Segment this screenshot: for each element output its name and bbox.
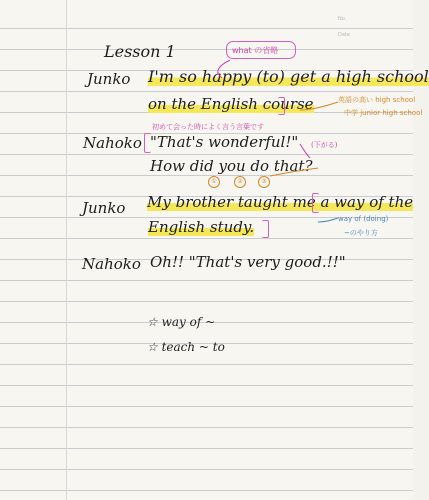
dialogue-4-line-1: Oh!! "That's very good.!!" xyxy=(150,253,346,271)
tone-note: (下がる) xyxy=(311,141,338,149)
way-arrow xyxy=(318,218,338,222)
question-arrow xyxy=(270,168,318,176)
lesson-title: Lesson 1 xyxy=(104,42,176,61)
circled-number-1: ① xyxy=(208,176,220,188)
speaker-junko-1: Junko xyxy=(87,70,131,88)
dialogue-3-line-2-text: English study. xyxy=(148,218,255,236)
way-note-2: ~のやり方 xyxy=(344,229,378,237)
circled-number-3: ③ xyxy=(258,176,270,188)
what-note: what の省略 xyxy=(232,46,279,55)
circled-number-2: ② xyxy=(234,176,246,188)
vocab-item-2-text: teach ~ to xyxy=(161,340,225,354)
vocab-item-1-text: way of ~ xyxy=(161,315,216,329)
star-icon: ☆ xyxy=(147,315,158,329)
dialogue-1-line-1-text: I'm so happy (to) get a high school xyxy=(148,67,429,86)
speaker-nahoko-2: Nahoko xyxy=(82,255,141,273)
what-arrow xyxy=(218,60,230,78)
way-note-1: way of (doing) xyxy=(338,215,389,223)
header-date-label: Date xyxy=(338,32,350,38)
speaker-nahoko-1: Nahoko xyxy=(83,134,142,152)
speaker-junko-2: Junko xyxy=(82,199,126,217)
tone-arrow xyxy=(300,144,310,158)
first-time-note: 初めて会った時によく言う言葉です xyxy=(152,123,264,131)
dialogue-1-line-2-text: on the English course xyxy=(148,95,314,113)
english-arrow xyxy=(300,102,338,110)
dialogue-2-line-2: How did you do that? xyxy=(150,157,313,175)
dialogue-2-line-1: "That's wonderful!" xyxy=(150,133,299,151)
star-icon: ☆ xyxy=(147,340,158,354)
english-note-1: 英語の高い high school xyxy=(338,96,416,104)
english-note-2: 中学 junior high school xyxy=(344,109,423,117)
dialogue-3-line-1-text: My brother taught me a way of the xyxy=(147,193,414,211)
header-no-label: No. xyxy=(338,16,347,22)
